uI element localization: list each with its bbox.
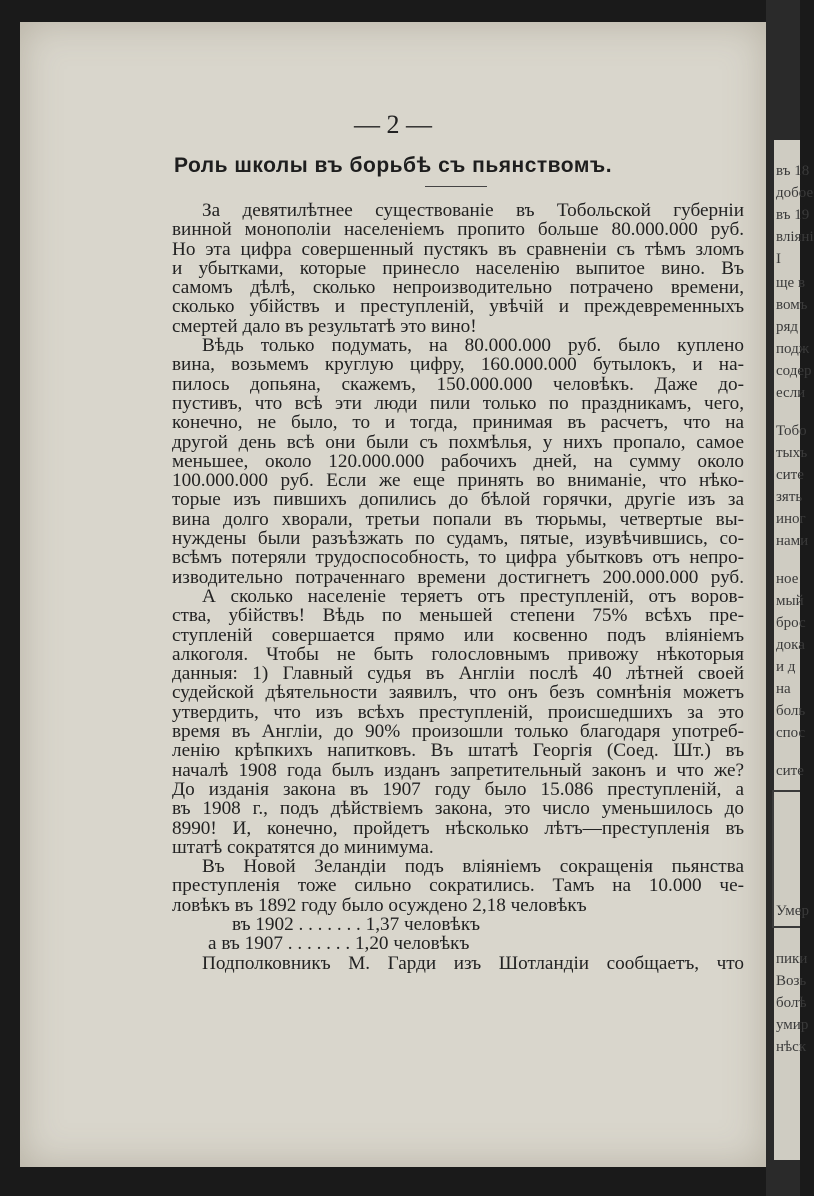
bleed-text-fragment: и д bbox=[776, 659, 796, 675]
bleed-text-fragment: нѣск bbox=[776, 1039, 807, 1055]
text-line: А сколько населеніе теряетъ отъ преступленій, отъ воров- bbox=[202, 585, 744, 607]
adjacent-page-box-frame bbox=[772, 790, 800, 928]
document-page bbox=[20, 22, 766, 1167]
bleed-text-fragment: сите bbox=[776, 763, 804, 779]
text-line: вина, возьмемъ круглую цифру, 160.000.000 бутылокъ, и на- bbox=[172, 354, 744, 376]
text-line: конечно, не было, то и тогда, принимая въ расчетъ, что на bbox=[172, 412, 744, 434]
text-line: нуждены были разъѣзжать по судамъ, пятые, изувѣчившись, со- bbox=[172, 528, 744, 550]
text-line: смертей дало въ результатѣ это вино! bbox=[172, 315, 477, 337]
text-line: штатѣ сократятся до минимума. bbox=[172, 836, 434, 858]
bleed-text-fragment: нами bbox=[776, 533, 809, 549]
text-line: данныя: 1) Главный судья въ Англіи послѣ 40 лѣтней своей bbox=[172, 663, 744, 685]
text-line: началѣ 1908 года былъ изданъ запретительный законъ и что же? bbox=[172, 759, 744, 781]
adjacent-page-bleed bbox=[774, 140, 814, 1160]
bleed-text-fragment: боль bbox=[776, 703, 806, 719]
bleed-text-fragment: ное bbox=[776, 571, 799, 587]
bleed-text-fragment: брос bbox=[776, 615, 806, 631]
text-line: 100.000.000 руб. Если же еще принять во вниманіе, что нѣко- bbox=[172, 470, 744, 492]
text-line: вина долго хворали, третьи попали въ тюрьмы, четвертые вы- bbox=[172, 508, 744, 530]
text-line: ступленій совершается прямо или косвенно подъ вліяніемъ bbox=[172, 624, 744, 646]
text-line: сколько убійствъ и преступленій, увѣчій и преждевременныхъ bbox=[172, 296, 744, 318]
title-divider bbox=[425, 186, 487, 187]
text-line: винной монополіи населеніемъ пропито больше 80.000.000 руб. bbox=[172, 219, 744, 241]
bleed-text-fragment: Умер bbox=[776, 903, 809, 919]
bleed-text-fragment: ряд bbox=[776, 319, 799, 335]
bleed-text-fragment: содер bbox=[776, 363, 812, 379]
bleed-text-fragment: I bbox=[776, 251, 781, 267]
text-line: преступленія тоже сильно сократились. Тамъ на 10.000 че- bbox=[172, 875, 744, 897]
bleed-text-fragment: зять bbox=[776, 489, 803, 505]
bleed-text-fragment: дока bbox=[776, 637, 805, 653]
text-line: утвердить, что изъ всѣхъ преступленій, происшедшихъ за это bbox=[172, 701, 744, 723]
bleed-text-fragment: сите bbox=[776, 467, 804, 483]
text-line: 8990! И, конечно, пройдетъ нѣсколько лѣтъ—преступленія въ bbox=[172, 817, 744, 839]
text-line: изводительно потраченнаго времени достигнетъ 200.000.000 руб. bbox=[172, 566, 744, 588]
bleed-text-fragment: тыхъ bbox=[776, 445, 808, 461]
bleed-text-fragment: пики bbox=[776, 951, 808, 967]
bleed-text-fragment: Возь bbox=[776, 973, 807, 989]
page-number: — 2 — bbox=[354, 110, 432, 139]
text-line: другой день всѣ они были съ похмѣлья, у нихъ пропало, самое bbox=[172, 431, 744, 453]
bleed-text-fragment: мый bbox=[776, 593, 804, 609]
text-line: ства, убійствъ! Вѣдь по меньшей степени 75% всѣхъ пре- bbox=[172, 605, 744, 627]
text-line: пустивъ, что всѣ эти люди пили только по праздникамъ, чего, bbox=[172, 392, 744, 414]
text-line: меньшее, около 120.000.000 рабочихъ дней, на сумму около bbox=[172, 450, 744, 472]
bleed-text-fragment: спос bbox=[776, 725, 806, 741]
text-line: всѣмъ потеряли трудоспособность, то цифра убытковъ отъ непро- bbox=[172, 547, 744, 569]
text-line: Въ Новой Зеландіи подъ вліяніемъ сокращенія пьянства bbox=[202, 856, 744, 878]
text-line: Вѣдь только подумать, на 80.000.000 руб. было куплено bbox=[202, 335, 744, 357]
text-line: пилось допьяна, скажемъ, 150.000.000 человѣкъ. Даже до- bbox=[172, 373, 744, 395]
text-line: За девятилѣтнее существованіе въ Тобольской губерніи bbox=[202, 200, 744, 221]
text-line: ловѣкъ въ 1892 году было осуждено 2,18 человѣкъ bbox=[172, 894, 587, 916]
bleed-text-fragment: въ 19 bbox=[776, 207, 810, 223]
text-line: а въ 1907 . . . . . . . 1,20 человѣкъ bbox=[208, 933, 470, 955]
bleed-text-fragment: подж bbox=[776, 341, 810, 357]
bleed-text-fragment: если bbox=[776, 385, 806, 401]
bleed-text-fragment: болѣ bbox=[776, 995, 807, 1011]
text-line: въ 1908 г., подъ дѣйствіемъ закона, это число уменьшилось до bbox=[172, 798, 744, 820]
bleed-text-fragment: добое bbox=[776, 185, 814, 201]
page-title: Роль школы въ борьбѣ съ пьянствомъ. bbox=[173, 154, 613, 177]
bleed-text-fragment: на bbox=[776, 681, 791, 697]
text-line: судейской дѣятельности заявилъ, что онъ безъ сомнѣнія можетъ bbox=[172, 682, 744, 704]
text-line: самомъ дѣлѣ, сколько непроизводительно потрачено времени, bbox=[172, 277, 744, 299]
text-line: Подполковникъ М. Гарди изъ Шотландіи сообщаетъ, что bbox=[202, 952, 744, 974]
bleed-text-fragment: ще в bbox=[776, 275, 806, 291]
body-text bbox=[172, 201, 744, 973]
text-line: время въ Англіи, до 90% произошли только благодаря употреб- bbox=[172, 721, 744, 743]
text-line: ленію крѣпкихъ напитковъ. Въ штатѣ Георгія (Соед. Шт.) въ bbox=[172, 740, 744, 762]
text-line: алкоголя. Чтобы не быть голословнымъ привожу нѣкоторыя bbox=[172, 643, 744, 665]
text-line: торые изъ пившихъ допились до бѣлой горячки, другіе изъ за bbox=[172, 489, 744, 511]
bleed-text-fragment: въ 18 bbox=[776, 163, 810, 179]
bleed-text-fragment: умир bbox=[776, 1017, 809, 1033]
bleed-text-fragment: вліяні bbox=[776, 229, 814, 245]
bleed-text-fragment: Тобо bbox=[776, 423, 807, 439]
bleed-text-fragment: иног bbox=[776, 511, 806, 527]
text-line: въ 1902 . . . . . . . 1,37 человѣкъ bbox=[232, 913, 481, 935]
bleed-text-fragment: вомъ bbox=[776, 297, 808, 313]
text-line: Но эта цифра совершенный пустякъ въ сравненіи съ тѣмъ зломъ bbox=[172, 238, 744, 260]
text-line: и убытками, которые принесло населенію выпитое вино. Въ bbox=[172, 257, 744, 279]
text-line: До изданія закона въ 1907 году было 15.086 преступленій, а bbox=[172, 778, 744, 800]
